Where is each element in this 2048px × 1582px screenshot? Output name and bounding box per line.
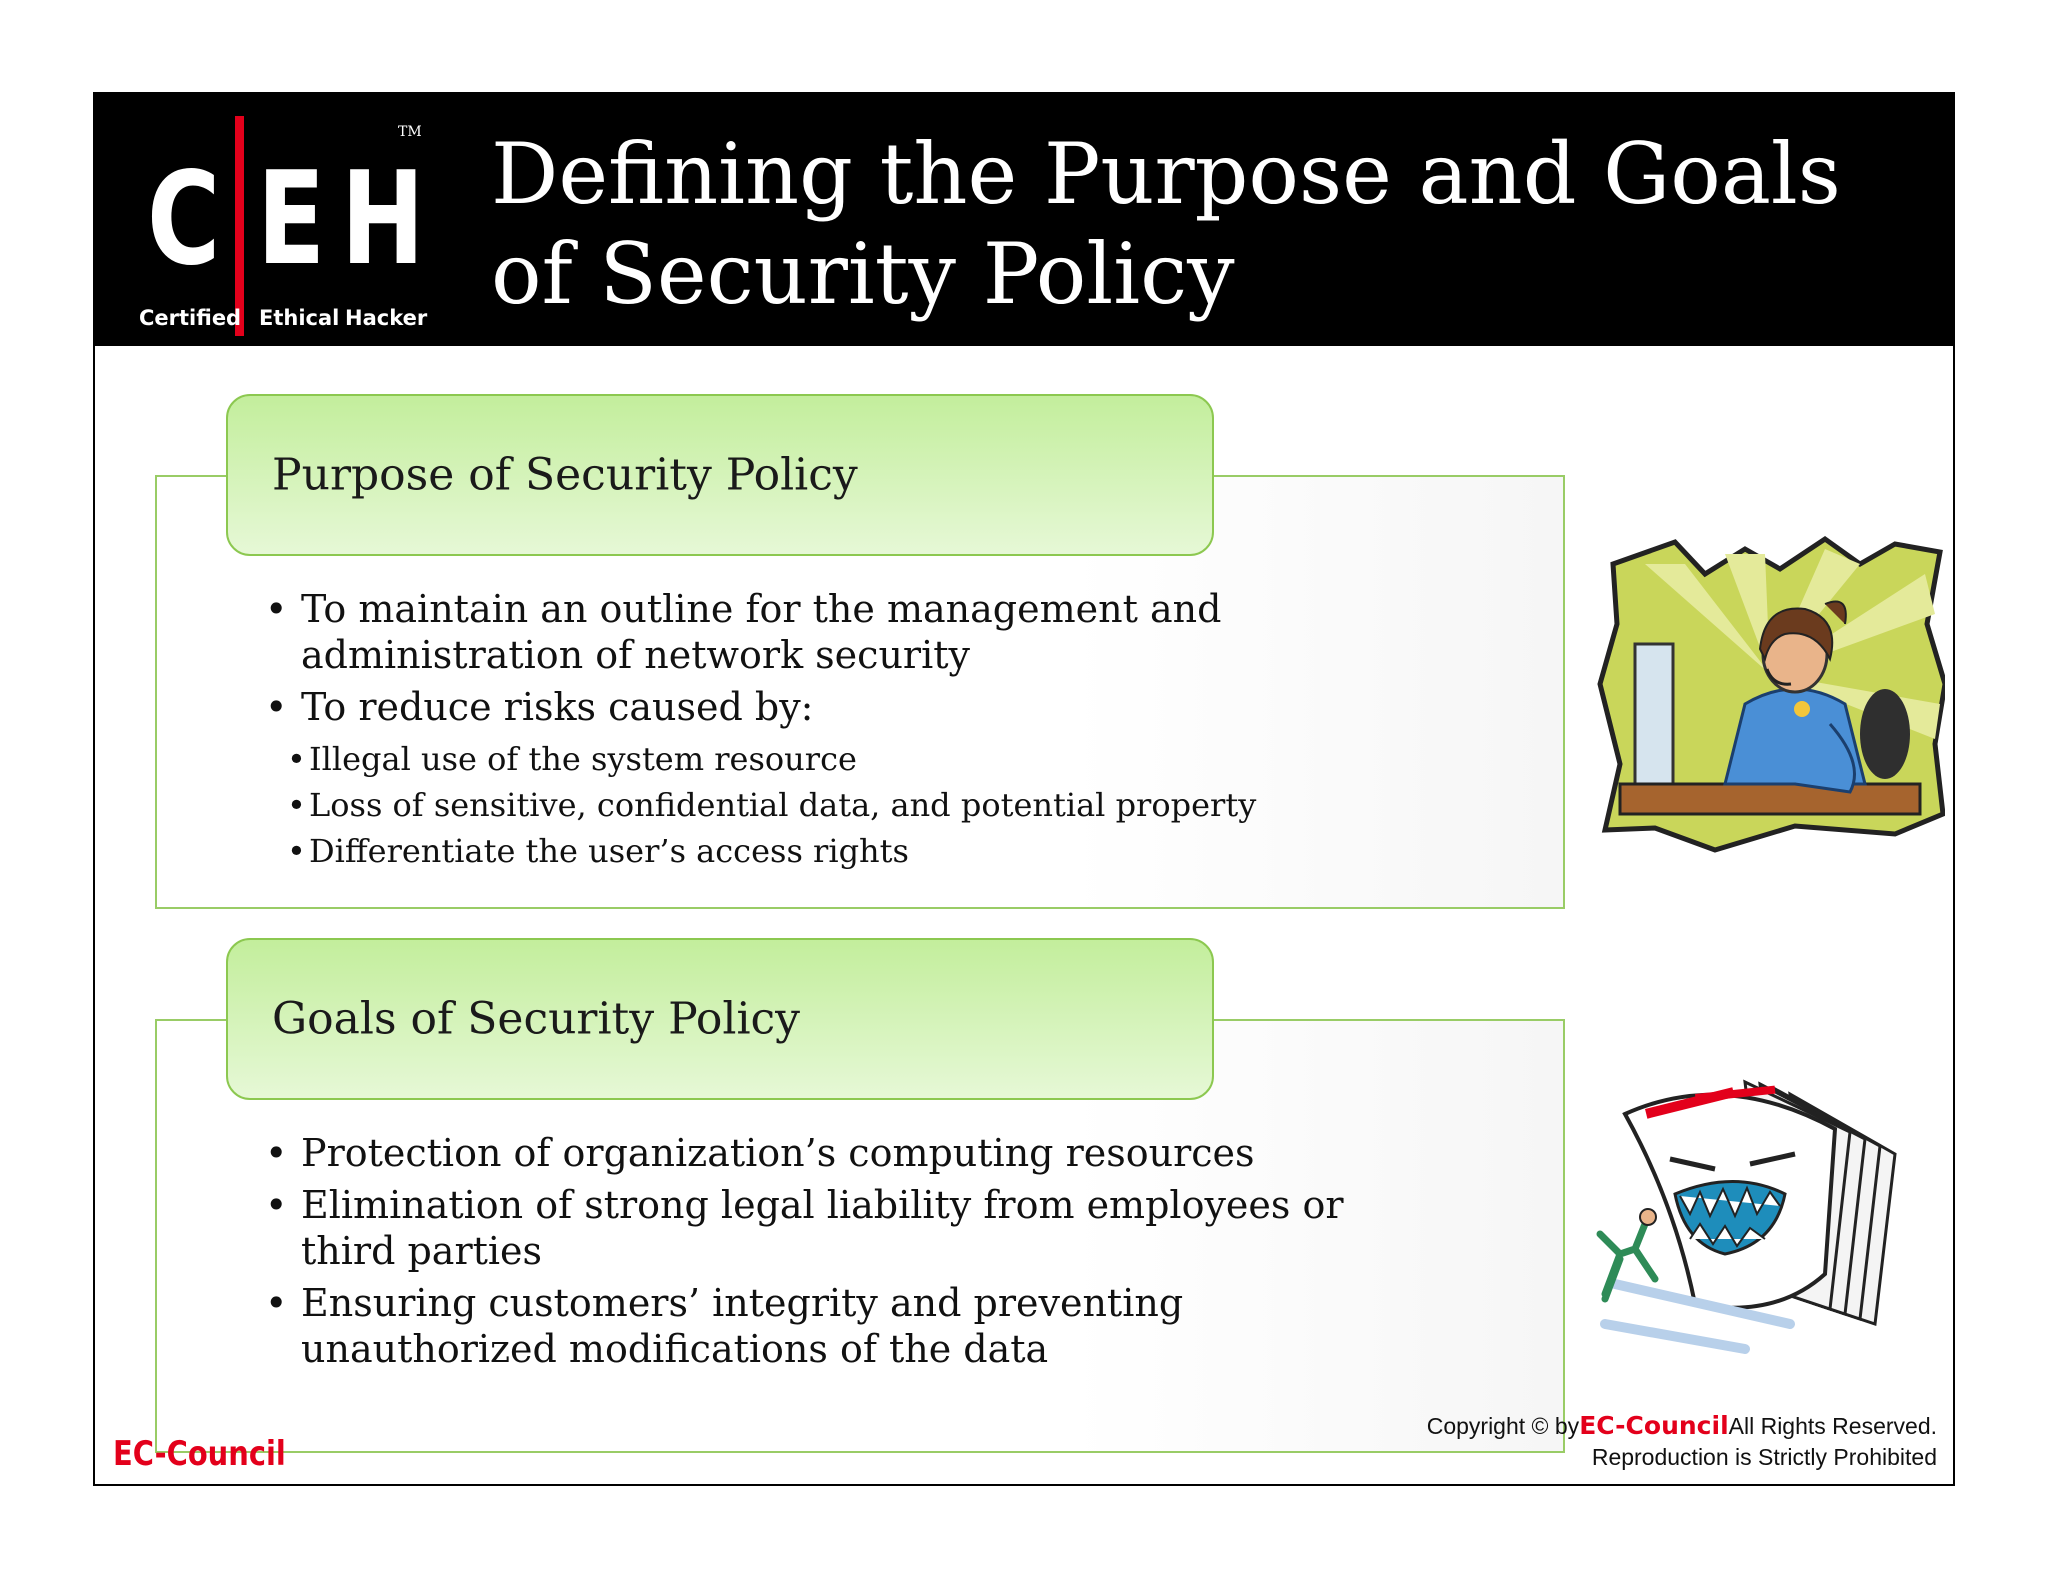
title-line-1: Defining the Purpose and Goals: [491, 125, 1841, 223]
paper-monster-clipart: [1575, 1074, 1935, 1354]
ec-council-logo: EC-Council: [113, 1434, 286, 1474]
list-item: • Elimination of strong legal liability from employees or third parties: [265, 1182, 1405, 1274]
list-item: • To reduce risks caused by:: [265, 684, 1295, 730]
logo-ethical: Ethical: [259, 306, 340, 330]
sub-list-item: • Illegal use of the system resource: [287, 736, 1295, 782]
logo-red-bar: [235, 116, 244, 336]
purpose-heading-pill: [226, 394, 1214, 556]
goals-heading-pill: [226, 938, 1214, 1100]
goals-heading: Goals of Security Policy: [272, 993, 801, 1045]
copyright-suffix: All Rights Reserved.: [1728, 1413, 1937, 1439]
copyright-brand: EC-Council: [1579, 1411, 1729, 1440]
list-item: • To maintain an outline for the management and administration of network security: [265, 586, 1295, 678]
copyright-notice: [1427, 1410, 1937, 1473]
copyright-line-2: Reproduction is Strictly Prohibited: [1591, 1444, 1937, 1470]
sub-list-item: • Differentiate the user’s access rights: [287, 828, 1295, 874]
list-item: • Protection of organization’s computing resources: [265, 1130, 1405, 1176]
security-guard-clipart: [1595, 534, 1945, 854]
ceh-logo: [139, 106, 445, 336]
header-bar: [95, 94, 1953, 346]
logo-trademark: TM: [398, 124, 422, 140]
purpose-list: [265, 586, 1295, 874]
logo-letter-c: C: [147, 145, 221, 294]
purpose-heading: Purpose of Security Policy: [272, 449, 858, 501]
logo-letter-h: H: [341, 145, 425, 294]
list-item: • Ensuring customers’ integrity and preventing unauthorized modifications of the data: [265, 1280, 1405, 1372]
title-line-2: of Security Policy: [491, 225, 1235, 323]
page-title: [491, 124, 1891, 324]
logo-certified: Certified: [139, 306, 242, 330]
logo-letter-e: E: [257, 145, 326, 294]
copyright-prefix: Copyright © by: [1426, 1413, 1580, 1439]
logo-hacker: Hacker: [345, 306, 428, 330]
goals-list: [265, 1130, 1405, 1378]
slide: [93, 92, 1955, 1486]
sub-list-item: • Loss of sensitive, confidential data, and potential property: [287, 782, 1295, 828]
